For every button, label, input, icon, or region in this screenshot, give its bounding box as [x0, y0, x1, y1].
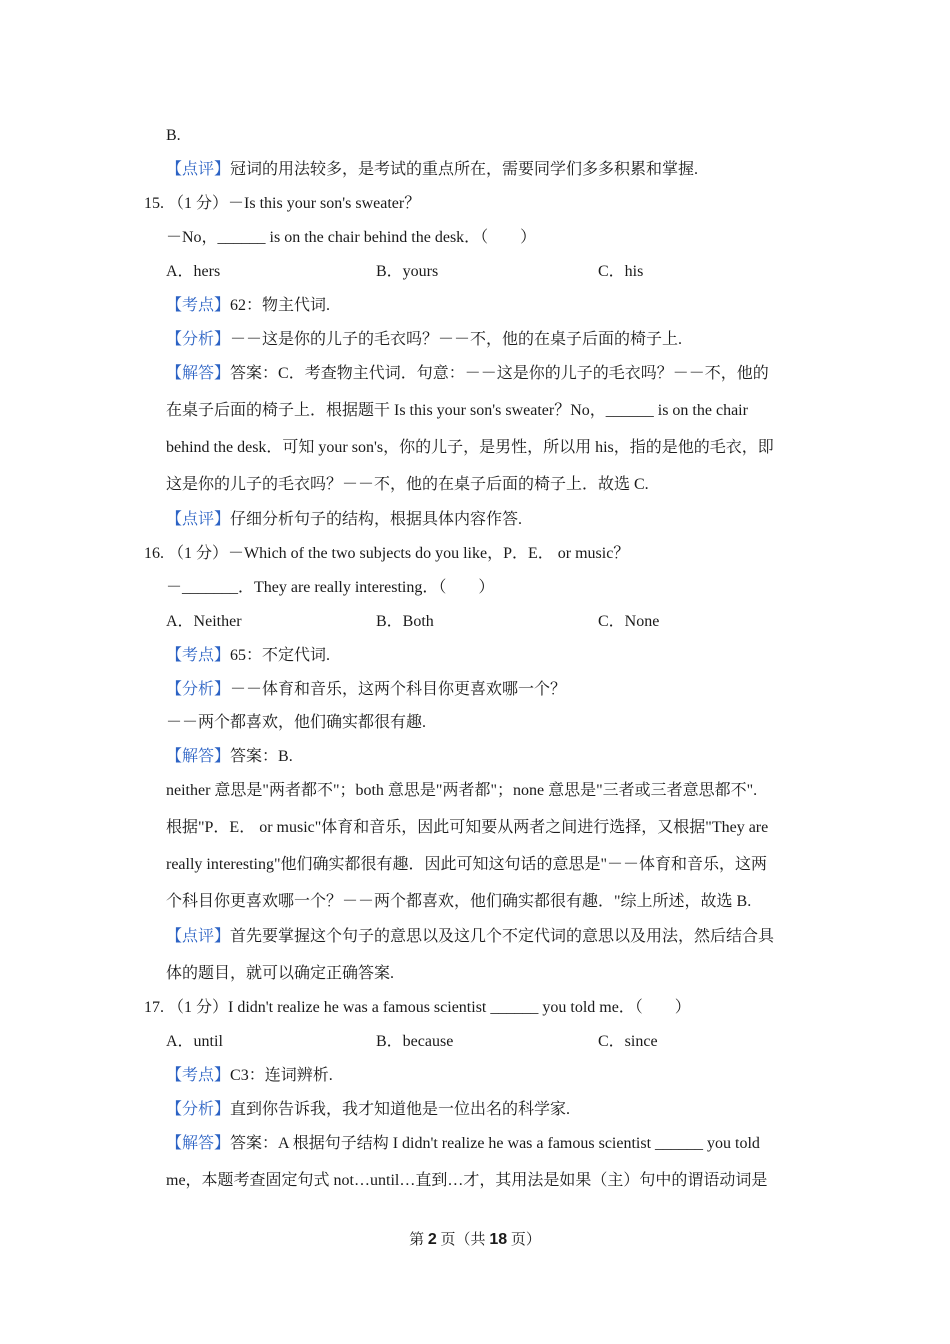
page-footer — [0, 1230, 950, 1250]
question-16-jieda-line-1: neither 意思是"两者都不"；both 意思是"两者都"；none 意思是"三者或三者意思都不". — [166, 782, 758, 799]
jieda-text: 答案：B. — [230, 748, 293, 765]
question-16-jieda-line-4: 个科目你更喜欢哪一个？－－两个都喜欢，他们确实都很有趣．"综上所述，故选 B. — [166, 893, 752, 910]
question-16-jieda-line-3: really interesting"他们确实都很有趣．因此可知这句话的意思是"－－体育和音乐，这两 — [166, 856, 768, 873]
kaodian-text: 62：物主代词. — [230, 297, 331, 314]
question-15-option-b: B．yours — [376, 263, 439, 280]
dianping-tag: 【点评】 — [166, 928, 231, 945]
question-16-dianping — [166, 927, 774, 947]
comment-text: 冠词的用法较多，是考试的重点所在，需要同学们多多积累和掌握. — [230, 161, 699, 178]
question-15-fenxi — [166, 330, 682, 350]
fenxi-tag: 【分析】 — [166, 331, 231, 348]
question-16-jieda-line-2: 根据"P．E． or music"体育和音乐，因此可知要从两者之间进行选择，又根据"They are — [166, 819, 769, 836]
question-number: 16. — [144, 545, 164, 562]
jieda-text: 答案：C．考查物主代词．句意：－－这是你的儿子的毛衣吗？－－不，他的 — [230, 365, 769, 382]
footer-page-number: 2 — [427, 1231, 437, 1248]
question-text: －Which of the two subjects do you like，P．E． or music？ — [228, 545, 630, 562]
question-text: －Is this your son's sweater？ — [228, 195, 421, 212]
comment-tag: 【点评】 — [166, 161, 231, 178]
kaodian-text: 65：不定代词. — [230, 647, 331, 664]
fenxi-tag: 【分析】 — [166, 1101, 231, 1118]
question-17-fenxi — [166, 1100, 570, 1120]
question-number: 17. — [144, 999, 164, 1016]
question-15-jieda-line-2: 在桌子后面的椅子上．根据题干 Is this your son's sweater？No，______ is on the chair — [166, 402, 748, 419]
fenxi-text: －－体育和音乐，这两个科目你更喜欢哪一个？ — [230, 681, 567, 698]
question-points: （1 分） — [168, 195, 229, 212]
kaodian-tag: 【考点】 — [166, 1067, 231, 1084]
question-15-jieda-line-3: behind the desk．可知 your son's，你的儿子，是男性，所以用 his，指的是他的毛衣，即 — [166, 439, 774, 456]
question-17-jieda-line-2: me，本题考查固定句式 not…until…直到…才，其用法是如果（主）句中的谓语动词是 — [166, 1172, 768, 1189]
question-points: （1 分） — [168, 545, 229, 562]
question-17-kaodian — [166, 1066, 333, 1086]
question-15-jieda — [166, 364, 769, 384]
previous-answer-tail: B. — [166, 127, 181, 144]
question-16-option-b: B．Both — [376, 613, 434, 630]
question-15-option-c: C．his — [598, 263, 644, 280]
kaodian-tag: 【考点】 — [166, 297, 231, 314]
question-15-option-a: A．hers — [166, 263, 221, 280]
question-16-fenxi-line-2: －－两个都喜欢，他们确实都很有趣. — [166, 714, 427, 731]
question-15-jieda-line-4: 这是你的儿子的毛衣吗？－－不，他的在桌子后面的椅子上．故选 C. — [166, 476, 649, 493]
question-17-option-b: B．because — [376, 1033, 454, 1050]
jieda-tag: 【解答】 — [166, 365, 231, 382]
question-16-dianping-line-2: 体的题目，就可以确定正确答案. — [166, 965, 395, 982]
question-15-stem — [144, 194, 420, 214]
question-15-dianping — [166, 510, 522, 530]
question-16-fenxi — [166, 680, 566, 700]
question-17-option-a: A．until — [166, 1033, 223, 1050]
footer-prefix: 第 — [409, 1232, 425, 1248]
footer-suffix: 页） — [510, 1232, 541, 1248]
kaodian-text: C3：连词辨析. — [230, 1067, 333, 1084]
kaodian-tag: 【考点】 — [166, 647, 231, 664]
footer-mid: 页（共 — [440, 1232, 486, 1248]
question-16-stem — [144, 544, 629, 564]
jieda-tag: 【解答】 — [166, 748, 231, 765]
dianping-tag: 【点评】 — [166, 511, 231, 528]
previous-comment — [166, 160, 698, 180]
question-points: （1 分） — [168, 999, 229, 1016]
question-16-kaodian — [166, 646, 330, 666]
question-17-stem — [144, 998, 691, 1018]
dianping-text: 首先要掌握这个句子的意思以及这几个不定代词的意思以及用法，然后结合具 — [230, 928, 775, 945]
question-number: 15. — [144, 195, 164, 212]
question-15-kaodian — [166, 296, 330, 316]
question-16-option-a: A．Neither — [166, 613, 242, 630]
question-17-jieda — [166, 1134, 760, 1154]
jieda-tag: 【解答】 — [166, 1135, 231, 1152]
footer-total-pages: 18 — [489, 1231, 508, 1248]
dianping-text: 仔细分析句子的结构，根据具体内容作答. — [230, 511, 523, 528]
fenxi-text: 直到你告诉我，我才知道他是一位出名的科学家. — [230, 1101, 571, 1118]
fenxi-tag: 【分析】 — [166, 681, 231, 698]
jieda-text: 答案：A 根据句子结构 I didn't realize he was a famous scientist ______ you told — [230, 1135, 760, 1152]
question-17-option-c: C．since — [598, 1033, 658, 1050]
question-16-option-c: C．None — [598, 613, 660, 630]
question-16-stem-2: －_______．They are really interesting．（ ） — [166, 579, 495, 596]
question-16-jieda — [166, 747, 293, 767]
question-text: I didn't realize he was a famous scientist ______ you told me．（ ） — [228, 999, 691, 1016]
question-15-stem-2: －No，______ is on the chair behind the desk．（ ） — [166, 229, 537, 246]
fenxi-text: －－这是你的儿子的毛衣吗？－－不，他的在桌子后面的椅子上. — [230, 331, 683, 348]
